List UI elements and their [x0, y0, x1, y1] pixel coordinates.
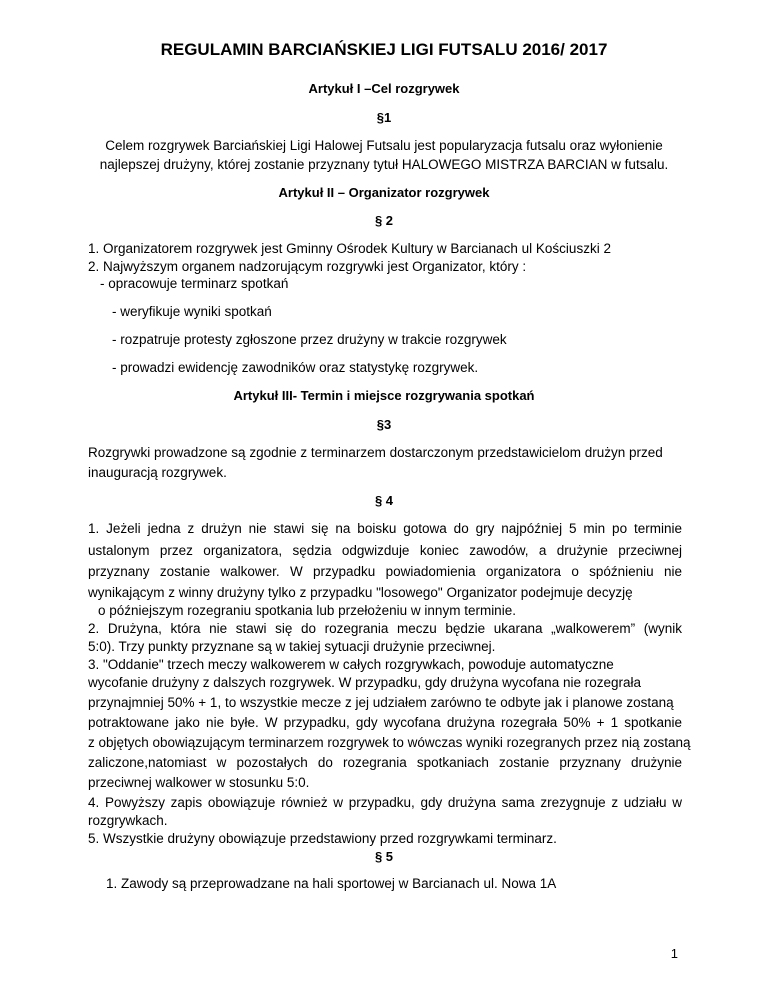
- section-4-line: 3. "Oddanie" trzech meczy walkowerem w całych rozgrywkach, powoduje automatyczne: [88, 657, 614, 672]
- article-1-heading: Artykuł I –Cel rozgrywek: [308, 81, 460, 96]
- section-4-line: 4. Powyższy zapis obowiązuje również w przypadku, gdy drużyna sama zrezygnuje z udziału w: [88, 795, 682, 810]
- article-2-line: 2. Najwyższym organem nadzorującym rozgrywki jest Organizator, który :: [88, 259, 527, 274]
- section-5-line: 1. Zawody są przeprowadzane na hali sportowej w Barcianach ul. Nowa 1A: [106, 876, 557, 891]
- section-4-line: rozgrywkach.: [88, 813, 168, 828]
- section-4-line: z objętych obowiązującym terminarzem rozgrywek to wówczas wyniki rozegranych przez nią zostaną: [88, 735, 691, 750]
- section-1-sign: §1: [376, 110, 392, 125]
- section-5-sign: § 5: [374, 849, 394, 864]
- section-4-line: wycofanie drużyny z dalszych rozgrywek. W przypadku, gdy drużyna wycofana nie rozegrała: [88, 675, 641, 690]
- section-3-line: inauguracją rozgrywek.: [88, 465, 227, 480]
- article-3-heading: Artykuł III- Termin i miejsce rozgrywania spotkań: [233, 388, 535, 403]
- section-4-line: o późniejszym rozegraniu spotkania lub przełożeniu w innym terminie.: [98, 603, 516, 618]
- article-1-line: najlepszej drużyny, której zostanie przyznany tytuł HALOWEGO MISTRZA BARCIAN w futsalu.: [99, 157, 669, 172]
- section-4-line: zaliczone,natomiast w pozostałych do rozegrania spotkaniach zostanie przyznany drużynie: [88, 755, 682, 770]
- section-4-line: ustalonym przez organizatora, sędzia odgwizduje koniec zawodów, a drużynie przeciwnej: [88, 543, 682, 558]
- article-2-list-item: - rozpatruje protesty zgłoszone przez drużyny w trakcie rozgrywek: [112, 332, 507, 347]
- section-4-line: 5:0). Trzy punkty przyznane są w takiej sytuacji drużynie przeciwnej.: [88, 639, 496, 654]
- document-title: REGULAMIN BARCIAŃSKIEJ LIGI FUTSALU 2016/ 2017: [160, 40, 608, 59]
- section-2-sign: § 2: [374, 213, 394, 228]
- article-2-line: 1. Organizatorem rozgrywek jest Gminny Ośrodek Kultury w Barcianach ul Kościuszki 2: [88, 241, 611, 256]
- section-4-line: przyznany zostanie walkower. W przypadku powiadomienia organizatora o spóźnieniu nie: [88, 564, 682, 579]
- section-4-sign: § 4: [374, 493, 394, 508]
- article-2-heading: Artykuł II – Organizator rozgrywek: [278, 185, 490, 200]
- section-4-line: przeciwnej walkower w stosunku 5:0.: [88, 775, 310, 790]
- section-4-line: wynikającym z winny drużyny tylko z przypadku "losowego" Organizator podejmuje decyzję: [88, 585, 633, 600]
- article-2-list-item: - weryfikuje wyniki spotkań: [112, 304, 272, 319]
- page-number: 1: [670, 946, 678, 961]
- section-3-sign: §3: [376, 417, 392, 432]
- section-3-line: Rozgrywki prowadzone są zgodnie z terminarzem dostarczonym przedstawicielom drużyn przed: [88, 445, 663, 460]
- section-4-line: 2. Drużyna, która nie stawi się do rozegrania meczu będzie ukarana „walkowerem” (wynik: [88, 621, 682, 636]
- section-4-line: 5. Wszystkie drużyny obowiązuje przedstawiony przed rozgrywkami terminarz.: [88, 831, 557, 846]
- section-4-line: przynajmniej 50% + 1, to wszystkie mecze z jej udziałem zarówno te odbyte jak i planowe zostaną: [88, 695, 674, 710]
- section-4-line: potraktowane jako nie byłe. W przypadku, gdy wycofana drużyna rozegrała 50% + 1 spotkanie: [88, 715, 682, 730]
- article-2-list-item: - opracowuje terminarz spotkań: [100, 276, 289, 291]
- article-1-line: Celem rozgrywek Barciańskiej Ligi Halowej Futsalu jest popularyzacja futsalu oraz wyłonienie: [105, 138, 663, 153]
- article-2-list-item: - prowadzi ewidencję zawodników oraz statystykę rozgrywek.: [112, 360, 479, 375]
- section-4-line: 1. Jeżeli jedna z drużyn nie stawi się na boisku gotowa do gry najpóźniej 5 min po terminie: [88, 521, 682, 536]
